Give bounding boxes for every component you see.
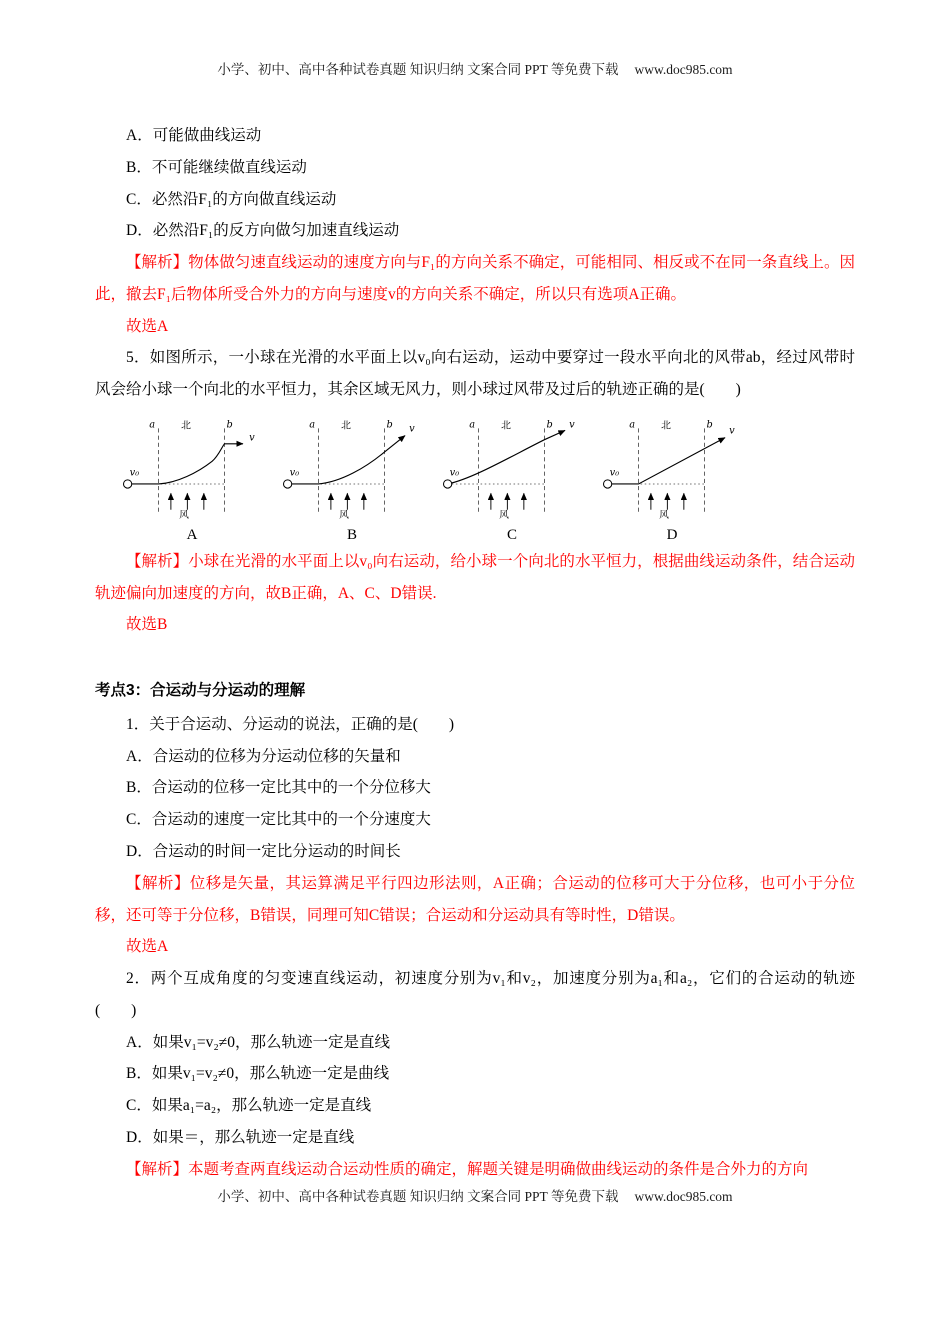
wind-label: 风 [179,509,189,519]
q5-stem: 5．如图所示，一小球在光滑的水平面上以v₀向右运动，运动中要穿过一段水平向北的风带ab，经过风带时风会给小球一个向北的水平恒力，其余区域无风力，则小球过风带及过后的轨迹正确的是( ) [95,349,855,399]
v-label: v [409,423,415,435]
q2-option-a: A．如果v₁=v₂≠0，那么轨迹一定是直线 [126,1033,391,1051]
trajectory-diagram-c [437,416,587,519]
figure-option-a [117,416,267,544]
a-label: a [309,419,316,431]
a-label: a [469,419,476,431]
trajectory-path [288,435,405,483]
b-label: b [546,419,553,431]
q1-option-d: D．合运动的时间一定比分运动的时间长 [126,843,401,861]
q2-option-d: D．如果＝，那么轨迹一定是直线 [126,1128,355,1146]
v0-label: v₀ [129,467,140,479]
wind-label: 风 [659,509,669,519]
figure-option-b [277,416,427,544]
q4-analysis: 【解析】物体做匀速直线运动的速度方向与F₁的方向关系不确定，可能相同、相反或不在同一条直线上。因此，撤去F₁后物体所受合外力的方向与速度v的方向关系不确定，所以只有选项A正确。 [95,254,855,303]
b-label: b [706,419,713,431]
q4-option-b: B．不可能继续做直线运动 [126,158,307,176]
q5-figure-row [117,416,855,544]
trajectory-path [128,444,243,484]
v-label: v [249,432,255,444]
trajectory-path [448,430,565,484]
wind-band-boundaries [479,428,545,511]
page-footer [0,1185,950,1205]
figure-caption-c: C [506,526,517,543]
ball-icon [124,480,132,488]
q1-analysis: 【解析】位移是矢量，其运算满足平行四边形法则，A正确；合运动的位移可大于分位移，也可小于分位移，还可等于分位移，B错误，同理可知C错误；合运动和分运动具有等时性，D错误。 [95,874,855,924]
section-heading: 考点3：合运动与分运动的理解 [95,682,306,700]
figure-option-c [437,416,587,544]
header-site-url[interactable]: www.doc985.com [634,62,733,77]
wind-arrows [171,493,204,509]
header-site-text: 小学、初中、高中各种试卷真题 知识归纳 文案合同 PPT 等免费下载 [217,62,619,77]
a-label: a [629,419,636,431]
wind-label: 风 [499,509,509,519]
north-label: 北 [501,420,511,432]
wind-arrows [651,493,684,509]
v0-label: v₀ [609,467,620,479]
ball-icon [284,480,292,488]
q4-option-a: A．可能做曲线运动 [126,127,262,144]
figure-caption-a: A [186,526,198,543]
q4-option-c: C．必然沿F₁的方向做直线运动 [126,190,337,208]
v-label: v [569,419,575,431]
v0-label: v₀ [289,467,300,479]
q2-option-b: B．如果v₁=v₂≠0，那么轨迹一定是曲线 [126,1065,390,1083]
trajectory-diagram-b [277,416,427,519]
wind-band-boundaries [319,428,385,511]
north-label: 北 [661,420,671,432]
trajectory-diagram-a [117,416,267,519]
q1-answer: 故选A [126,938,169,956]
footer-site-text: 小学、初中、高中各种试卷真题 知识归纳 文案合同 PPT 等免费下载 [217,1189,619,1204]
wind-band-boundaries [159,428,225,511]
north-label: 北 [341,420,351,432]
q1-option-a: A．合运动的位移为分运动位移的矢量和 [126,747,401,765]
q1-stem: 1．关于合运动、分运动的说法，正确的是( ) [126,715,455,733]
figure-caption-b: B [346,526,357,543]
q2-stem: 2．两个互成角度的匀变速直线运动，初速度分别为v₁和v₂，加速度分别为a₁和a₂，它们的合运动的轨迹( ) [95,970,855,1019]
q5-answer: 故选B [126,616,168,634]
ball-icon [604,480,612,488]
wind-label: 风 [339,509,349,519]
v0-label: v₀ [449,467,460,479]
q4-answer: 故选A [126,317,169,335]
q4-option-d: D．必然沿F₁的反方向做匀加速直线运动 [126,222,400,240]
q1-option-b: B．合运动的位移一定比其中的一个分位移大 [126,779,431,797]
b-label: b [226,419,233,431]
a-label: a [149,419,156,431]
wind-arrows [491,493,524,509]
q1-option-c: C．合运动的速度一定比其中的一个分速度大 [126,811,431,829]
q5-analysis: 【解析】小球在光滑的水平面上以v₀向右运动，给小球一个向北的水平恒力，根据曲线运动条件，结合运动轨迹偏向加速度的方向，故B正确，A、C、D错误. [95,552,855,602]
ball-icon [444,480,452,488]
wind-arrows [331,493,364,509]
page-header [95,58,855,78]
q2-option-c: C．如果a₁=a₂，那么轨迹一定是直线 [126,1097,372,1115]
footer-site-url[interactable]: www.doc985.com [634,1189,733,1204]
wind-band-boundaries [639,428,705,511]
north-label: 北 [181,420,191,432]
trajectory-path [608,438,725,484]
figure-caption-d: D [666,526,678,543]
figure-option-d [597,416,747,544]
b-label: b [386,419,393,431]
trajectory-diagram-d [597,416,747,519]
q2-analysis: 【解析】本题考查两直线运动合运动性质的确定，解题关键是明确做曲线运动的条件是合外力的方向 [126,1160,809,1178]
v-label: v [729,425,735,437]
